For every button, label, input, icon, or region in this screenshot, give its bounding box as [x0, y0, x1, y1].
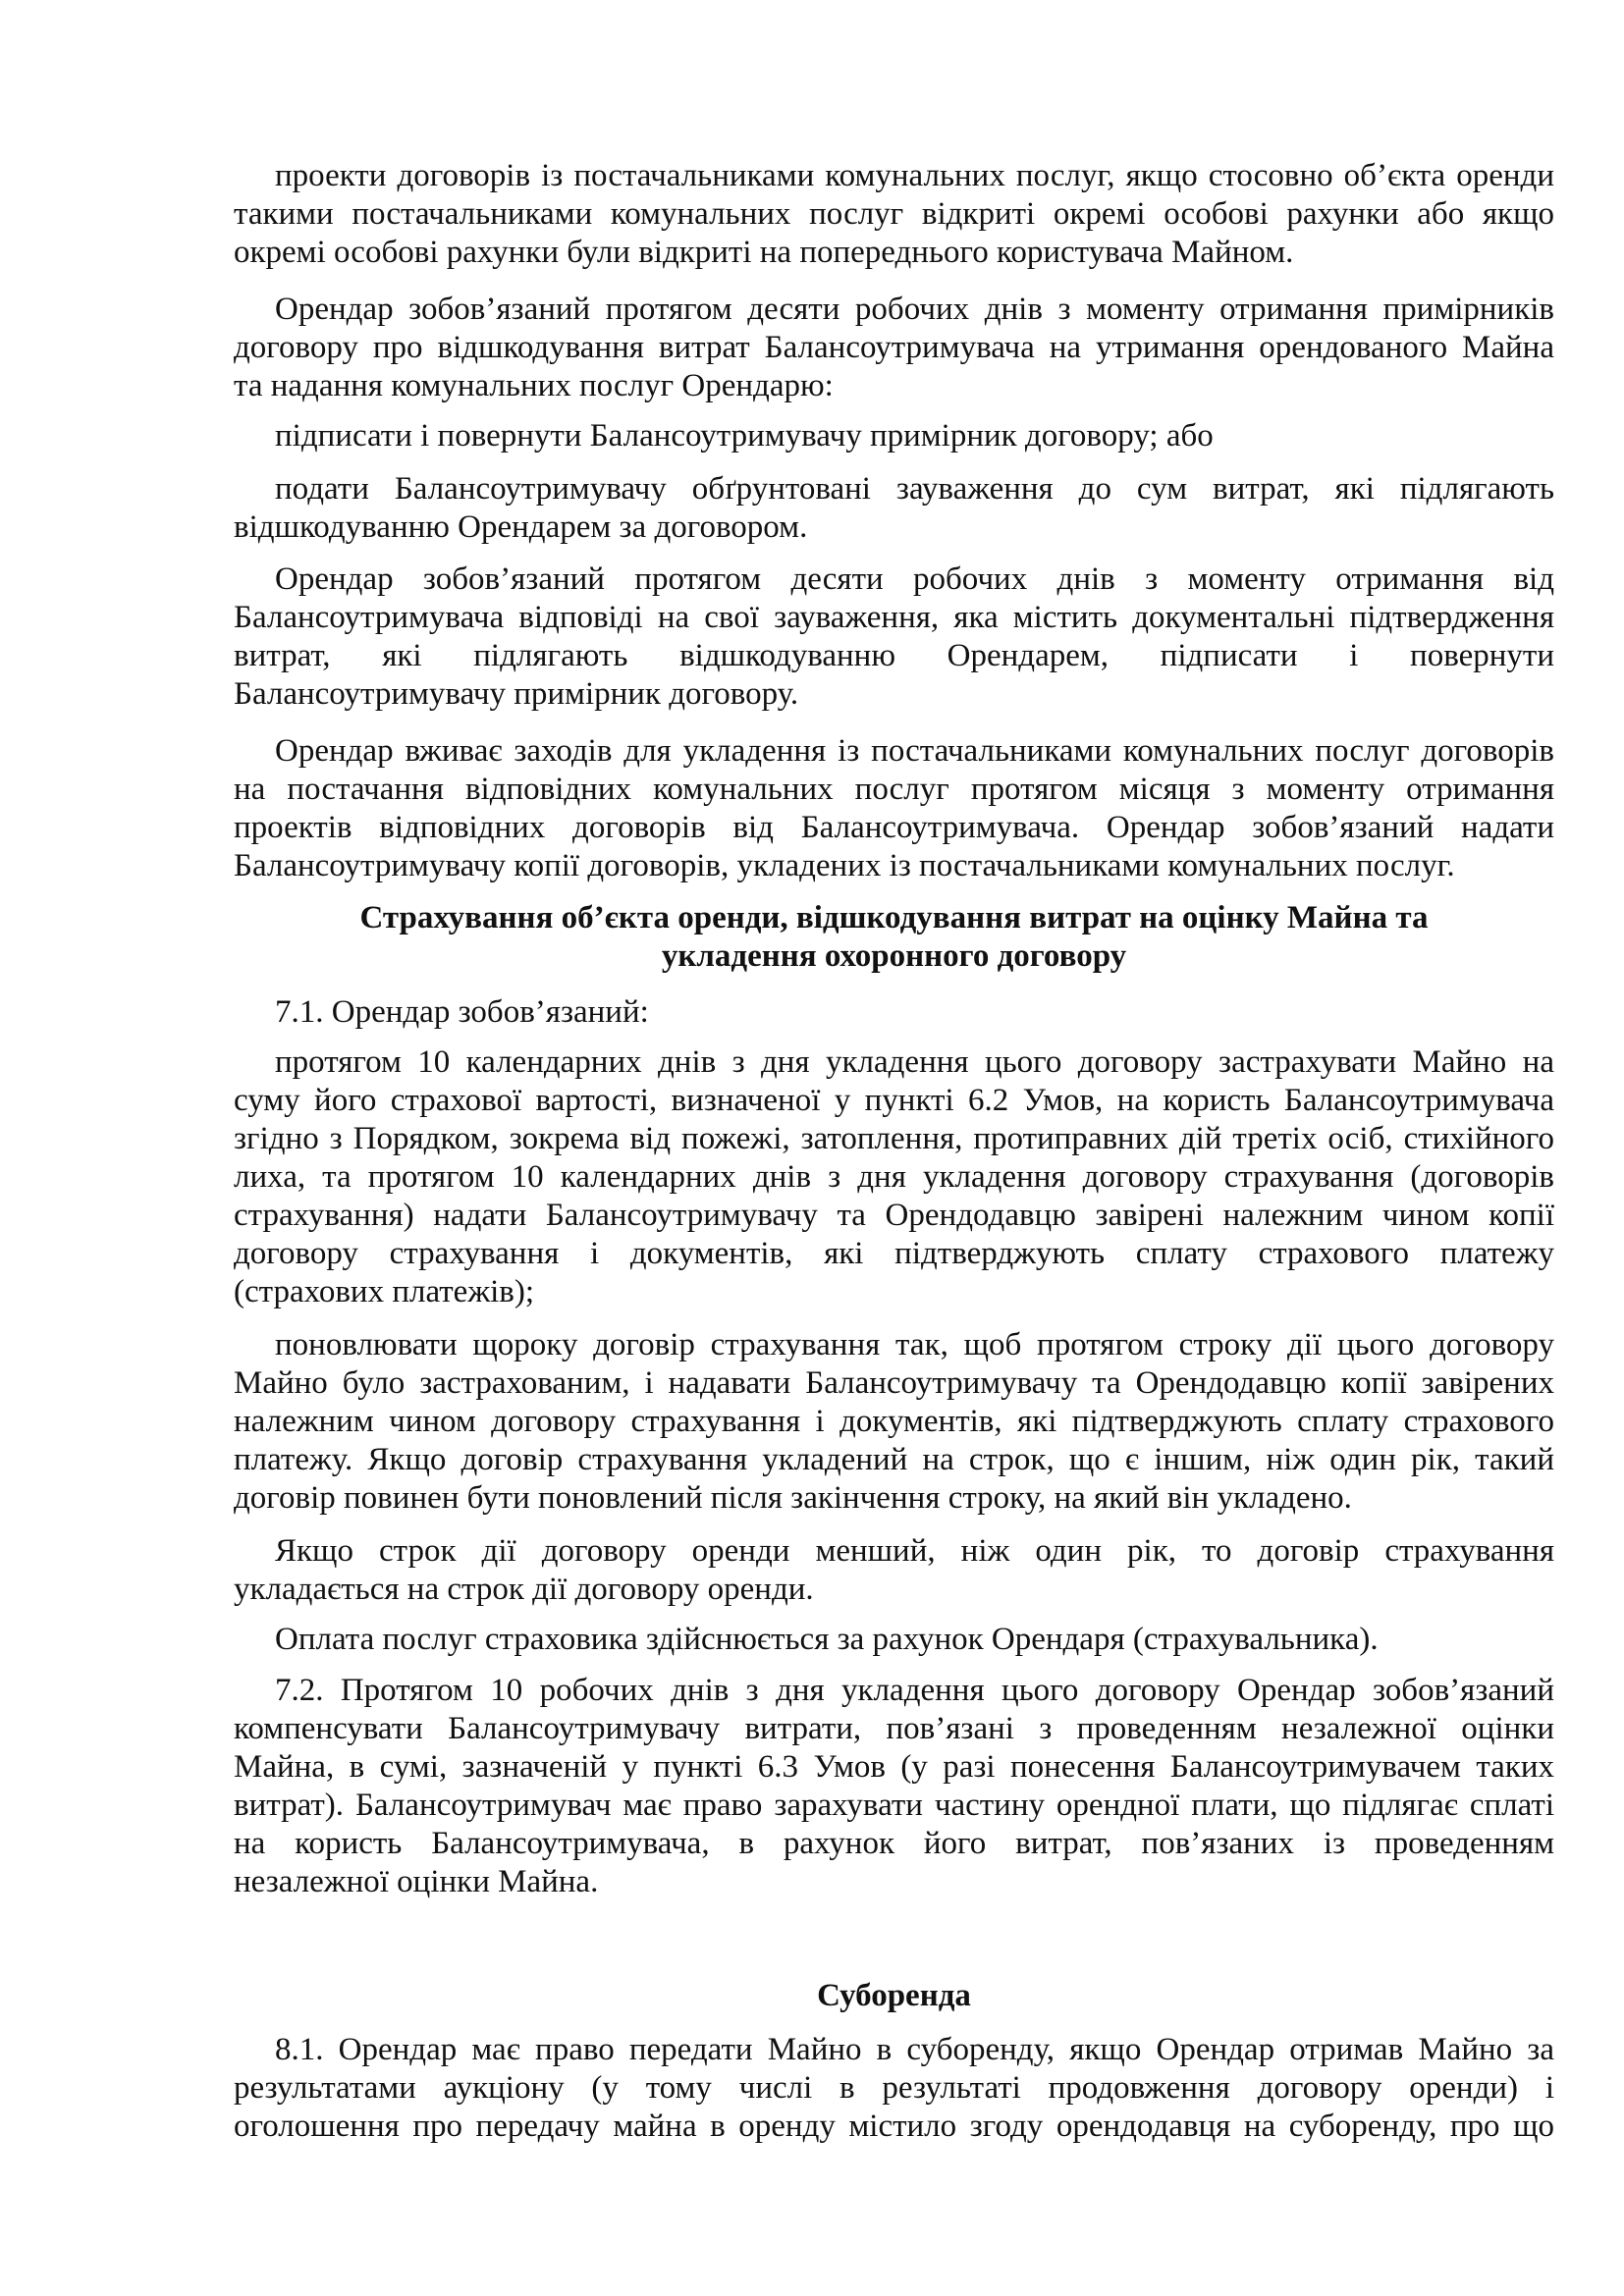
text-line: та надання комунальних послуг Орендарю:	[234, 368, 834, 403]
text-line: Орендар зобов’язаний протягом десяти робочих днів з моменту отримання примірників	[275, 292, 1554, 327]
text-line: витрат). Балансоутримувач має право зарахувати частину орендної плати, що підлягає сплаті	[234, 1788, 1554, 1823]
text-line: належним чином договору страхування і документів, які підтверджують сплату страхового	[234, 1404, 1554, 1439]
text-line: страхування) надати Балансоутримувачу та Орендодавцю завірені належним чином копії	[234, 1198, 1554, 1233]
text-line: проектів відповідних договорів від Балансоутримувача. Орендар зобов’язаний надати	[234, 810, 1554, 845]
text-line: Балансоутримувача відповіді на свої зауваження, яка містить документальні підтвердження	[234, 600, 1554, 635]
text-line: незалежної оцінки Майна.	[234, 1864, 599, 1899]
text-line: на користь Балансоутримувача, в рахунок його витрат, пов’язаних із проведенням	[234, 1826, 1554, 1861]
section-heading	[234, 899, 1554, 976]
paragraph	[234, 2031, 1554, 2146]
text-line: Страхування об’єкта оренди, відшкодування витрат на оцінку Майна та	[359, 900, 1429, 935]
text-line: на постачання відповідних комунальних послуг протягом місяця з моменту отримання	[234, 772, 1554, 807]
text-line: Балансоутримувачу копії договорів, укладених із постачальниками комунальних послуг.	[234, 848, 1455, 883]
text-line: лиха, та протягом 10 календарних днів з дня укладення договору страхування (договорів	[234, 1159, 1554, 1195]
text-line: проекти договорів із постачальниками комунальних послуг, якщо стосовно об’єкта оренди	[275, 158, 1554, 193]
paragraph	[234, 1326, 1554, 1518]
paragraph	[234, 1621, 1554, 1659]
text-line: укладення охоронного договору	[661, 938, 1127, 974]
text-line: Якщо строк дії договору оренди менший, ніж один рік, то договір страхування	[275, 1533, 1554, 1569]
text-line: компенсувати Балансоутримувачу витрати, пов’язані з проведенням незалежної оцінки	[234, 1711, 1554, 1746]
text-line: поновлювати щороку договір страхування так, щоб протягом строку дії цього договору	[275, 1327, 1554, 1362]
text-line: Орендар зобов’язаний протягом десяти робочих днів з моменту отримання від	[275, 561, 1554, 597]
paragraph	[234, 1043, 1554, 1311]
text-line: окремі особові рахунки були відкриті на попереднього користувача Майном.	[234, 235, 1294, 270]
text-line: подати Балансоутримувачу обґрунтовані зауваження до сум витрат, які підлягають	[275, 471, 1554, 507]
text-line: Суборенда	[817, 1978, 971, 2013]
paragraph	[234, 1672, 1554, 1901]
text-line: згідно з Порядком, зокрема від пожежі, затоплення, протиправних дій третіх осіб, стихійного	[234, 1121, 1554, 1156]
paragraph	[234, 291, 1554, 405]
text-line: платежу. Якщо договір страхування укладений на строк, що є іншим, ніж один рік, такий	[234, 1442, 1554, 1477]
text-line: договору про відшкодування витрат Балансоутримувача на утримання орендованого Майна	[234, 330, 1554, 365]
text-line: 7.2. Протягом 10 робочих днів з дня укладення цього договору Орендар зобов’язаний	[275, 1673, 1554, 1708]
paragraph	[234, 993, 1554, 1032]
text-line: (страхових платежів);	[234, 1274, 535, 1309]
text-line: договір повинен бути поновлений після закінчення строку, на який він укладено.	[234, 1480, 1352, 1516]
text-line: Орендар вживає заходів для укладення із постачальниками комунальних послуг договорів	[275, 733, 1554, 769]
text-line: укладається на строк дії договору оренди.	[234, 1572, 814, 1607]
text-line: 7.1. Орендар зобов’язаний:	[275, 994, 649, 1030]
paragraph	[234, 732, 1554, 885]
text-line: Оплата послуг страховика здійснюється за рахунок Орендаря (страхувальника).	[275, 1622, 1379, 1657]
text-line: результатами аукціону (у тому числі в результаті продовження договору оренди) і	[234, 2070, 1554, 2106]
text-line: оголошення про передачу майна в оренду містило згоду орендодавця на суборенду, про що	[234, 2109, 1554, 2144]
text-line: договору страхування і документів, які підтверджують сплату страхового платежу	[234, 1236, 1554, 1271]
text-line: Майна, в сумі, зазначеній у пункті 6.3 Умов (у разі понесення Балансоутримувачем таких	[234, 1749, 1554, 1785]
section-heading	[234, 1977, 1554, 2015]
text-line: відшкодуванню Орендарем за договором.	[234, 509, 808, 545]
text-line: такими постачальниками комунальних послуг відкриті окремі особові рахунки або якщо	[234, 196, 1554, 232]
text-line: Балансоутримувачу примірник договору.	[234, 676, 799, 712]
paragraph	[234, 1532, 1554, 1609]
text-line: протягом 10 календарних днів з дня укладення цього договору застрахувати Майно на	[275, 1044, 1554, 1080]
text-line: витрат, які підлягають відшкодуванню Орендарем, підписати і повернути	[234, 638, 1554, 673]
paragraph	[234, 561, 1554, 714]
text-line: підписати і повернути Балансоутримувачу примірник договору; або	[275, 418, 1214, 454]
paragraph	[234, 417, 1554, 455]
paragraph	[234, 157, 1554, 272]
text-line: Майно було застрахованим, і надавати Балансоутримувачу та Орендодавцю копії завірених	[234, 1365, 1554, 1401]
paragraph	[234, 470, 1554, 547]
text-line: суму його страхової вартості, визначеної у пункті 6.2 Умов, на користь Балансоутримувача	[234, 1083, 1554, 1118]
text-line: 8.1. Орендар має право передати Майно в суборенду, якщо Орендар отримав Майно за	[275, 2032, 1554, 2067]
